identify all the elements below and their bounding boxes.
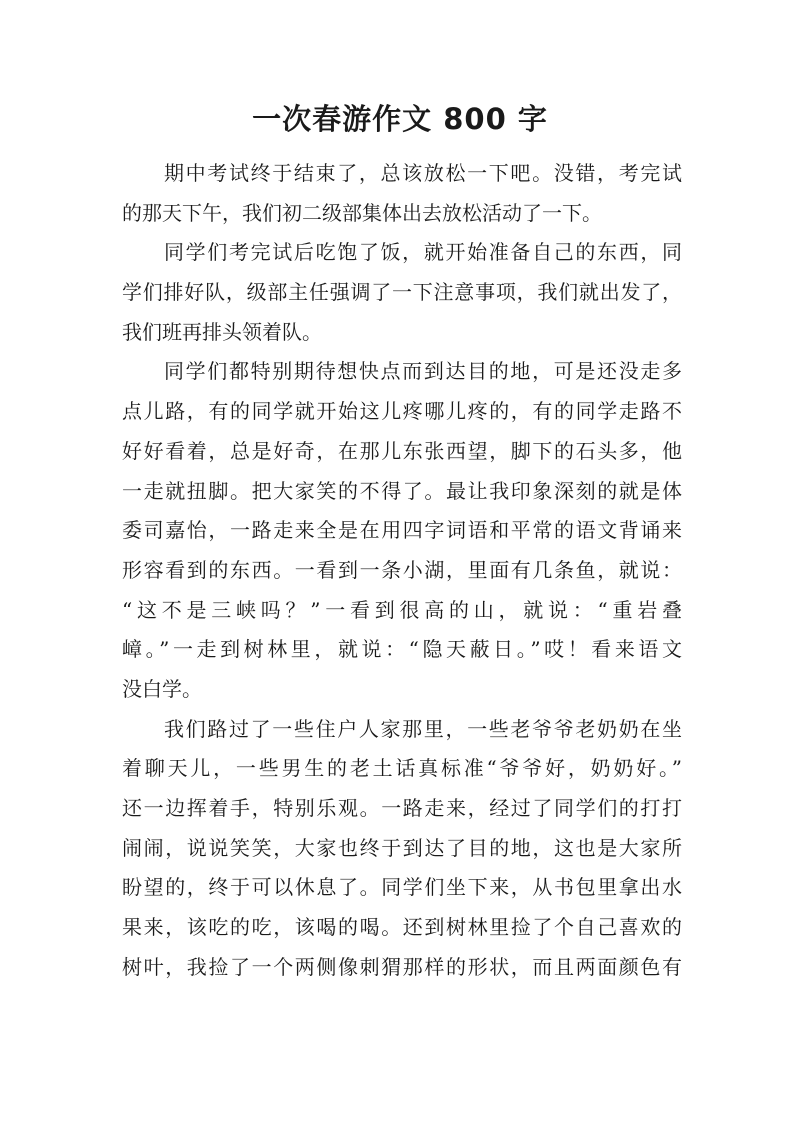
text-line: 学们排好队，级部主任强调了一下注意事项，我们就出发了， <box>122 280 682 305</box>
text-line: 我们路过了一些住户人家那里，一些老爷爷老奶奶在坐 <box>164 716 682 741</box>
text-line: “这不是三峡吗？”一看到很高的山，就说：“重岩叠 <box>122 597 682 622</box>
text-line: 果来，该吃的吃，该喝的喝。还到树林里捡了个自己喜欢的 <box>122 915 682 940</box>
text-line: 我们班再排头领着队。 <box>122 319 322 344</box>
text-line: 一走就扭脚。把大家笑的不得了。最让我印象深刻的就是体 <box>122 478 682 503</box>
text-line: 嶂。”一走到树林里，就说：“隐天蔽日。”哎！看来语文 <box>122 637 682 662</box>
text-line: 好好看着，总是好奇，在那儿东张西望，脚下的石头多，他 <box>122 438 682 463</box>
text-line: 还一边挥着手，特别乐观。一路走来，经过了同学们的打打 <box>122 796 682 820</box>
text-line: 没白学。 <box>122 676 202 701</box>
document-title: 一次春游作文 800 字 <box>252 102 548 136</box>
essay-body <box>122 154 682 987</box>
text-line: 树叶，我捡了一个两侧像刺猬那样的形状，而且两面颜色有 <box>122 954 682 979</box>
text-line: 同学们考完试后吃饱了饭，就开始准备自己的东西，同 <box>164 240 682 265</box>
text-line: 的那天下午，我们初二级部集体出去放松活动了一下。 <box>122 200 602 225</box>
text-line: 着聊天儿，一些男生的老土话真标准“爷爷好，奶奶好。” <box>122 756 682 781</box>
text-line: 期中考试终于结束了，总该放松一下吧。没错，考完试 <box>164 161 682 185</box>
text-line: 盼望的，终于可以休息了。同学们坐下来，从书包里拿出水 <box>122 875 682 900</box>
text-line: 委司嘉怡，一路走来全是在用四字词语和平常的语文背诵来 <box>122 518 682 543</box>
text-line: 形容看到的东西。一看到一条小湖，里面有几条鱼，就说： <box>122 557 682 582</box>
text-line: 闹闹，说说笑笑，大家也终于到达了目的地，这也是大家所 <box>122 835 682 860</box>
text-line: 同学们都特别期待想快点而到达目的地，可是还没走多 <box>164 359 682 384</box>
text-line: 点儿路，有的同学就开始这儿疼哪儿疼的，有的同学走路不 <box>122 399 682 424</box>
